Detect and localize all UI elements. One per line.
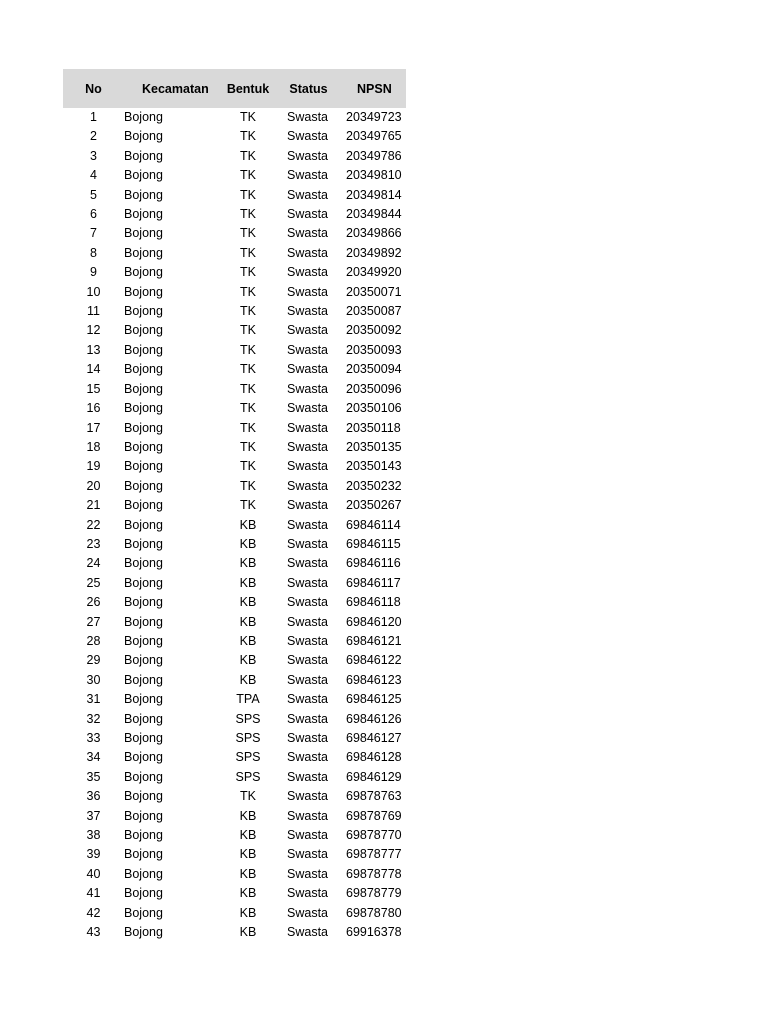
cell-npsn: 69846126 <box>346 711 402 726</box>
cell-bentuk: TK <box>240 789 256 804</box>
cell-kecamatan: Bojong <box>124 614 163 629</box>
cell-status: Swasta <box>287 672 328 687</box>
cell-bentuk: SPS <box>235 711 261 726</box>
cell-no: 2 <box>90 129 97 144</box>
cell-bentuk: TK <box>240 420 256 435</box>
table-row <box>63 380 406 399</box>
cell-status: Swasta <box>287 556 328 571</box>
cell-npsn: 20349765 <box>346 129 402 144</box>
cell-status: Swasta <box>287 362 328 377</box>
cell-status: Swasta <box>287 323 328 338</box>
cell-no: 10 <box>86 284 101 299</box>
table-row <box>63 845 406 864</box>
table-row <box>63 302 406 321</box>
cell-status: Swasta <box>287 401 328 416</box>
cell-status: Swasta <box>287 148 328 163</box>
cell-bentuk: KB <box>239 847 257 862</box>
cell-kecamatan: Bojong <box>124 905 163 920</box>
cell-status: Swasta <box>287 828 328 843</box>
cell-no: 33 <box>86 731 101 745</box>
cell-status: Swasta <box>287 595 328 610</box>
cell-no: 40 <box>86 866 101 881</box>
cell-no: 15 <box>86 381 101 396</box>
table-row <box>63 283 406 302</box>
cell-npsn: 69846121 <box>346 633 402 648</box>
cell-bentuk: TK <box>240 226 256 241</box>
cell-status: Swasta <box>287 129 328 144</box>
cell-no: 38 <box>86 828 101 843</box>
cell-kecamatan: Bojong <box>124 362 163 377</box>
cell-kecamatan: Bojong <box>124 633 163 648</box>
cell-no: 13 <box>86 342 101 357</box>
cell-status: Swasta <box>287 187 328 202</box>
cell-kecamatan: Bojong <box>124 731 163 745</box>
cell-status: Swasta <box>287 381 328 396</box>
table-row <box>63 360 406 379</box>
header-row <box>63 69 406 108</box>
cell-no: 8 <box>90 245 97 260</box>
table-row <box>63 574 406 593</box>
table-row <box>63 748 406 767</box>
cell-npsn: 20350135 <box>346 439 402 454</box>
cell-bentuk: TK <box>240 110 256 124</box>
cell-status: Swasta <box>287 925 328 940</box>
cell-kecamatan: Bojong <box>124 828 163 843</box>
cell-kecamatan: Bojong <box>124 925 163 940</box>
cell-bentuk: KB <box>239 517 257 532</box>
cell-status: Swasta <box>287 536 328 551</box>
cell-bentuk: TK <box>240 323 256 338</box>
cell-kecamatan: Bojong <box>124 789 163 804</box>
cell-status: Swasta <box>287 575 328 590</box>
table-row <box>63 904 406 923</box>
table-row <box>63 263 406 282</box>
cell-npsn: 20349920 <box>346 265 402 280</box>
cell-bentuk: TK <box>240 439 256 454</box>
cell-kecamatan: Bojong <box>124 207 163 222</box>
cell-kecamatan: Bojong <box>124 245 163 260</box>
cell-bentuk: KB <box>239 556 257 571</box>
cell-no: 7 <box>90 226 97 241</box>
cell-bentuk: KB <box>239 828 257 843</box>
table-row <box>63 186 406 205</box>
table-row <box>63 554 406 573</box>
cell-npsn: 20350071 <box>346 284 402 299</box>
cell-npsn: 69878778 <box>346 866 402 881</box>
cell-bentuk: KB <box>239 866 257 881</box>
cell-bentuk: KB <box>239 614 257 629</box>
table-row <box>63 807 406 826</box>
cell-kecamatan: Bojong <box>124 110 163 124</box>
cell-bentuk: TK <box>240 304 256 319</box>
cell-npsn: 20350232 <box>346 478 402 493</box>
cell-npsn: 20350087 <box>346 304 402 319</box>
cell-bentuk: TK <box>240 478 256 493</box>
cell-status: Swasta <box>287 653 328 668</box>
table-row <box>63 923 406 942</box>
table-row <box>63 690 406 709</box>
cell-no: 36 <box>86 789 101 804</box>
cell-npsn: 20349810 <box>346 168 402 183</box>
cell-status: Swasta <box>287 808 328 823</box>
table-body <box>63 108 406 942</box>
cell-no: 34 <box>86 750 101 765</box>
cell-status: Swasta <box>287 731 328 745</box>
cell-npsn: 20350143 <box>346 459 402 474</box>
cell-bentuk: KB <box>239 886 257 901</box>
cell-kecamatan: Bojong <box>124 265 163 280</box>
cell-bentuk: KB <box>239 575 257 590</box>
cell-kecamatan: Bojong <box>124 284 163 299</box>
table-row <box>63 166 406 185</box>
cell-bentuk: TK <box>240 129 256 144</box>
cell-no: 1 <box>90 110 97 124</box>
table-row <box>63 884 406 903</box>
cell-status: Swasta <box>287 498 328 513</box>
cell-status: Swasta <box>287 633 328 648</box>
table-row <box>63 535 406 554</box>
table-row <box>63 147 406 166</box>
cell-bentuk: SPS <box>235 750 261 765</box>
cell-status: Swasta <box>287 847 328 862</box>
cell-npsn: 69846114 <box>346 517 401 532</box>
table-row <box>63 826 406 845</box>
cell-npsn: 69846117 <box>346 575 401 590</box>
cell-npsn: 69846129 <box>346 769 402 784</box>
table-row <box>63 496 406 515</box>
cell-kecamatan: Bojong <box>124 342 163 357</box>
cell-npsn: 20350106 <box>346 401 402 416</box>
cell-bentuk: TK <box>240 245 256 260</box>
cell-bentuk: SPS <box>235 769 261 784</box>
cell-no: 9 <box>90 265 97 280</box>
cell-bentuk: KB <box>239 905 257 920</box>
cell-npsn: 20350094 <box>346 362 402 377</box>
table-header <box>63 69 406 108</box>
cell-kecamatan: Bojong <box>124 381 163 396</box>
cell-npsn: 69846120 <box>346 614 402 629</box>
cell-npsn: 69878763 <box>346 789 402 804</box>
header-kecamatan: Kecamatan <box>142 81 209 96</box>
cell-status: Swasta <box>287 750 328 765</box>
table-row <box>63 671 406 690</box>
cell-bentuk: TK <box>240 401 256 416</box>
cell-status: Swasta <box>287 866 328 881</box>
cell-kecamatan: Bojong <box>124 653 163 668</box>
cell-npsn: 69878770 <box>346 828 402 843</box>
cell-kecamatan: Bojong <box>124 304 163 319</box>
cell-kecamatan: Bojong <box>124 536 163 551</box>
cell-npsn: 69846125 <box>346 692 402 707</box>
table-row <box>63 108 406 127</box>
table-row <box>63 865 406 884</box>
cell-bentuk: KB <box>239 633 257 648</box>
cell-kecamatan: Bojong <box>124 692 163 707</box>
table-row <box>63 593 406 612</box>
cell-no: 14 <box>86 362 101 377</box>
cell-npsn: 69878769 <box>346 808 402 823</box>
cell-npsn: 69846116 <box>346 556 401 571</box>
cell-no: 23 <box>86 536 101 551</box>
cell-npsn: 69846128 <box>346 750 402 765</box>
cell-no: 28 <box>86 633 101 648</box>
cell-npsn: 69846123 <box>346 672 402 687</box>
cell-no: 16 <box>86 401 101 416</box>
cell-status: Swasta <box>287 692 328 707</box>
cell-status: Swasta <box>287 304 328 319</box>
cell-status: Swasta <box>287 265 328 280</box>
cell-status: Swasta <box>287 711 328 726</box>
cell-no: 35 <box>86 769 101 784</box>
cell-kecamatan: Bojong <box>124 575 163 590</box>
cell-bentuk: TK <box>240 459 256 474</box>
cell-bentuk: TK <box>240 207 256 222</box>
cell-status: Swasta <box>287 245 328 260</box>
cell-kecamatan: Bojong <box>124 556 163 571</box>
table-row <box>63 457 406 476</box>
cell-no: 20 <box>86 478 101 493</box>
cell-bentuk: TK <box>240 187 256 202</box>
table-row <box>63 321 406 340</box>
cell-bentuk: TK <box>240 168 256 183</box>
cell-no: 32 <box>86 711 101 726</box>
cell-no: 24 <box>86 556 101 571</box>
table-row <box>63 244 406 263</box>
table-row <box>63 341 406 360</box>
cell-no: 27 <box>86 614 101 629</box>
cell-no: 18 <box>86 439 101 454</box>
cell-no: 4 <box>90 168 97 183</box>
cell-status: Swasta <box>287 207 328 222</box>
table-row <box>63 729 406 748</box>
cell-npsn: 20350092 <box>346 323 402 338</box>
cell-bentuk: KB <box>239 536 257 551</box>
cell-no: 41 <box>86 886 101 901</box>
cell-kecamatan: Bojong <box>124 711 163 726</box>
cell-kecamatan: Bojong <box>124 672 163 687</box>
table-row <box>63 768 406 787</box>
cell-status: Swasta <box>287 886 328 901</box>
cell-kecamatan: Bojong <box>124 478 163 493</box>
cell-kecamatan: Bojong <box>124 420 163 435</box>
cell-status: Swasta <box>287 284 328 299</box>
cell-kecamatan: Bojong <box>124 886 163 901</box>
cell-status: Swasta <box>287 459 328 474</box>
table-row <box>63 224 406 243</box>
cell-no: 5 <box>90 187 97 202</box>
cell-npsn: 69878777 <box>346 847 402 862</box>
cell-npsn: 69878780 <box>346 905 402 920</box>
cell-bentuk: KB <box>239 595 257 610</box>
table-row <box>63 651 406 670</box>
cell-no: 11 <box>87 304 100 319</box>
cell-status: Swasta <box>287 905 328 920</box>
table-row <box>63 438 406 457</box>
cell-npsn: 20350093 <box>346 342 402 357</box>
cell-npsn: 20349723 <box>346 110 402 124</box>
cell-no: 26 <box>86 595 101 610</box>
cell-npsn: 20349786 <box>346 148 402 163</box>
cell-no: 31 <box>86 692 101 707</box>
cell-kecamatan: Bojong <box>124 847 163 862</box>
table-row <box>63 419 406 438</box>
cell-bentuk: TK <box>240 498 256 513</box>
cell-kecamatan: Bojong <box>124 498 163 513</box>
cell-no: 29 <box>86 653 101 668</box>
cell-no: 19 <box>86 459 101 474</box>
cell-bentuk: TK <box>240 381 256 396</box>
cell-kecamatan: Bojong <box>124 517 163 532</box>
cell-npsn: 20350096 <box>346 381 402 396</box>
cell-no: 42 <box>86 905 101 920</box>
cell-kecamatan: Bojong <box>124 129 163 144</box>
header-npsn: NPSN <box>357 81 392 96</box>
cell-npsn: 69846122 <box>346 653 402 668</box>
cell-bentuk: TK <box>240 265 256 280</box>
table-row <box>63 787 406 806</box>
cell-kecamatan: Bojong <box>124 866 163 881</box>
table-row <box>63 127 406 146</box>
cell-npsn: 69846115 <box>346 536 401 551</box>
cell-bentuk: TK <box>240 342 256 357</box>
cell-no: 12 <box>86 323 101 338</box>
cell-kecamatan: Bojong <box>124 323 163 338</box>
table-row <box>63 477 406 496</box>
cell-npsn: 20349814 <box>346 187 402 202</box>
cell-kecamatan: Bojong <box>124 168 163 183</box>
cell-no: 3 <box>90 148 97 163</box>
cell-bentuk: TK <box>240 362 256 377</box>
cell-status: Swasta <box>287 226 328 241</box>
cell-status: Swasta <box>287 517 328 532</box>
cell-status: Swasta <box>287 789 328 804</box>
cell-npsn: 20350118 <box>346 420 401 435</box>
cell-no: 21 <box>86 498 101 513</box>
cell-bentuk: SPS <box>235 731 261 745</box>
cell-bentuk: KB <box>239 653 257 668</box>
cell-npsn: 69878779 <box>346 886 402 901</box>
header-no: No <box>85 81 102 96</box>
cell-kecamatan: Bojong <box>124 148 163 163</box>
cell-kecamatan: Bojong <box>124 187 163 202</box>
cell-kecamatan: Bojong <box>124 439 163 454</box>
table-row <box>63 613 406 632</box>
cell-no: 43 <box>86 925 101 940</box>
cell-bentuk: KB <box>239 808 257 823</box>
school-data-sheet <box>63 69 406 942</box>
cell-no: 25 <box>86 575 101 590</box>
cell-no: 6 <box>90 207 97 222</box>
cell-no: 39 <box>86 847 101 862</box>
cell-bentuk: KB <box>239 925 257 940</box>
cell-status: Swasta <box>287 168 328 183</box>
header-status: Status <box>289 81 328 96</box>
table-row <box>63 205 406 224</box>
cell-status: Swasta <box>287 614 328 629</box>
cell-status: Swasta <box>287 342 328 357</box>
table-row <box>63 632 406 651</box>
cell-bentuk: TPA <box>236 692 260 707</box>
cell-status: Swasta <box>287 110 328 124</box>
cell-kecamatan: Bojong <box>124 769 163 784</box>
header-bentuk: Bentuk <box>226 81 270 96</box>
cell-status: Swasta <box>287 769 328 784</box>
school-table <box>63 69 406 942</box>
cell-npsn: 20349844 <box>346 207 402 222</box>
cell-status: Swasta <box>287 478 328 493</box>
cell-no: 22 <box>86 517 101 532</box>
cell-no: 17 <box>86 420 101 435</box>
cell-no: 37 <box>86 808 101 823</box>
table-row <box>63 399 406 418</box>
cell-bentuk: TK <box>240 148 256 163</box>
cell-npsn: 20349892 <box>346 245 402 260</box>
cell-npsn: 20350267 <box>346 498 402 513</box>
cell-kecamatan: Bojong <box>124 459 163 474</box>
cell-kecamatan: Bojong <box>124 401 163 416</box>
cell-status: Swasta <box>287 420 328 435</box>
table-row <box>63 710 406 729</box>
cell-npsn: 69846118 <box>346 595 401 610</box>
cell-status: Swasta <box>287 439 328 454</box>
cell-kecamatan: Bojong <box>124 595 163 610</box>
table-row <box>63 516 406 535</box>
cell-npsn: 69916378 <box>346 925 402 940</box>
cell-bentuk: KB <box>239 672 257 687</box>
cell-kecamatan: Bojong <box>124 750 163 765</box>
cell-no: 30 <box>86 672 101 687</box>
cell-kecamatan: Bojong <box>124 226 163 241</box>
cell-kecamatan: Bojong <box>124 808 163 823</box>
cell-bentuk: TK <box>240 284 256 299</box>
cell-npsn: 69846127 <box>346 731 402 745</box>
cell-npsn: 20349866 <box>346 226 402 241</box>
